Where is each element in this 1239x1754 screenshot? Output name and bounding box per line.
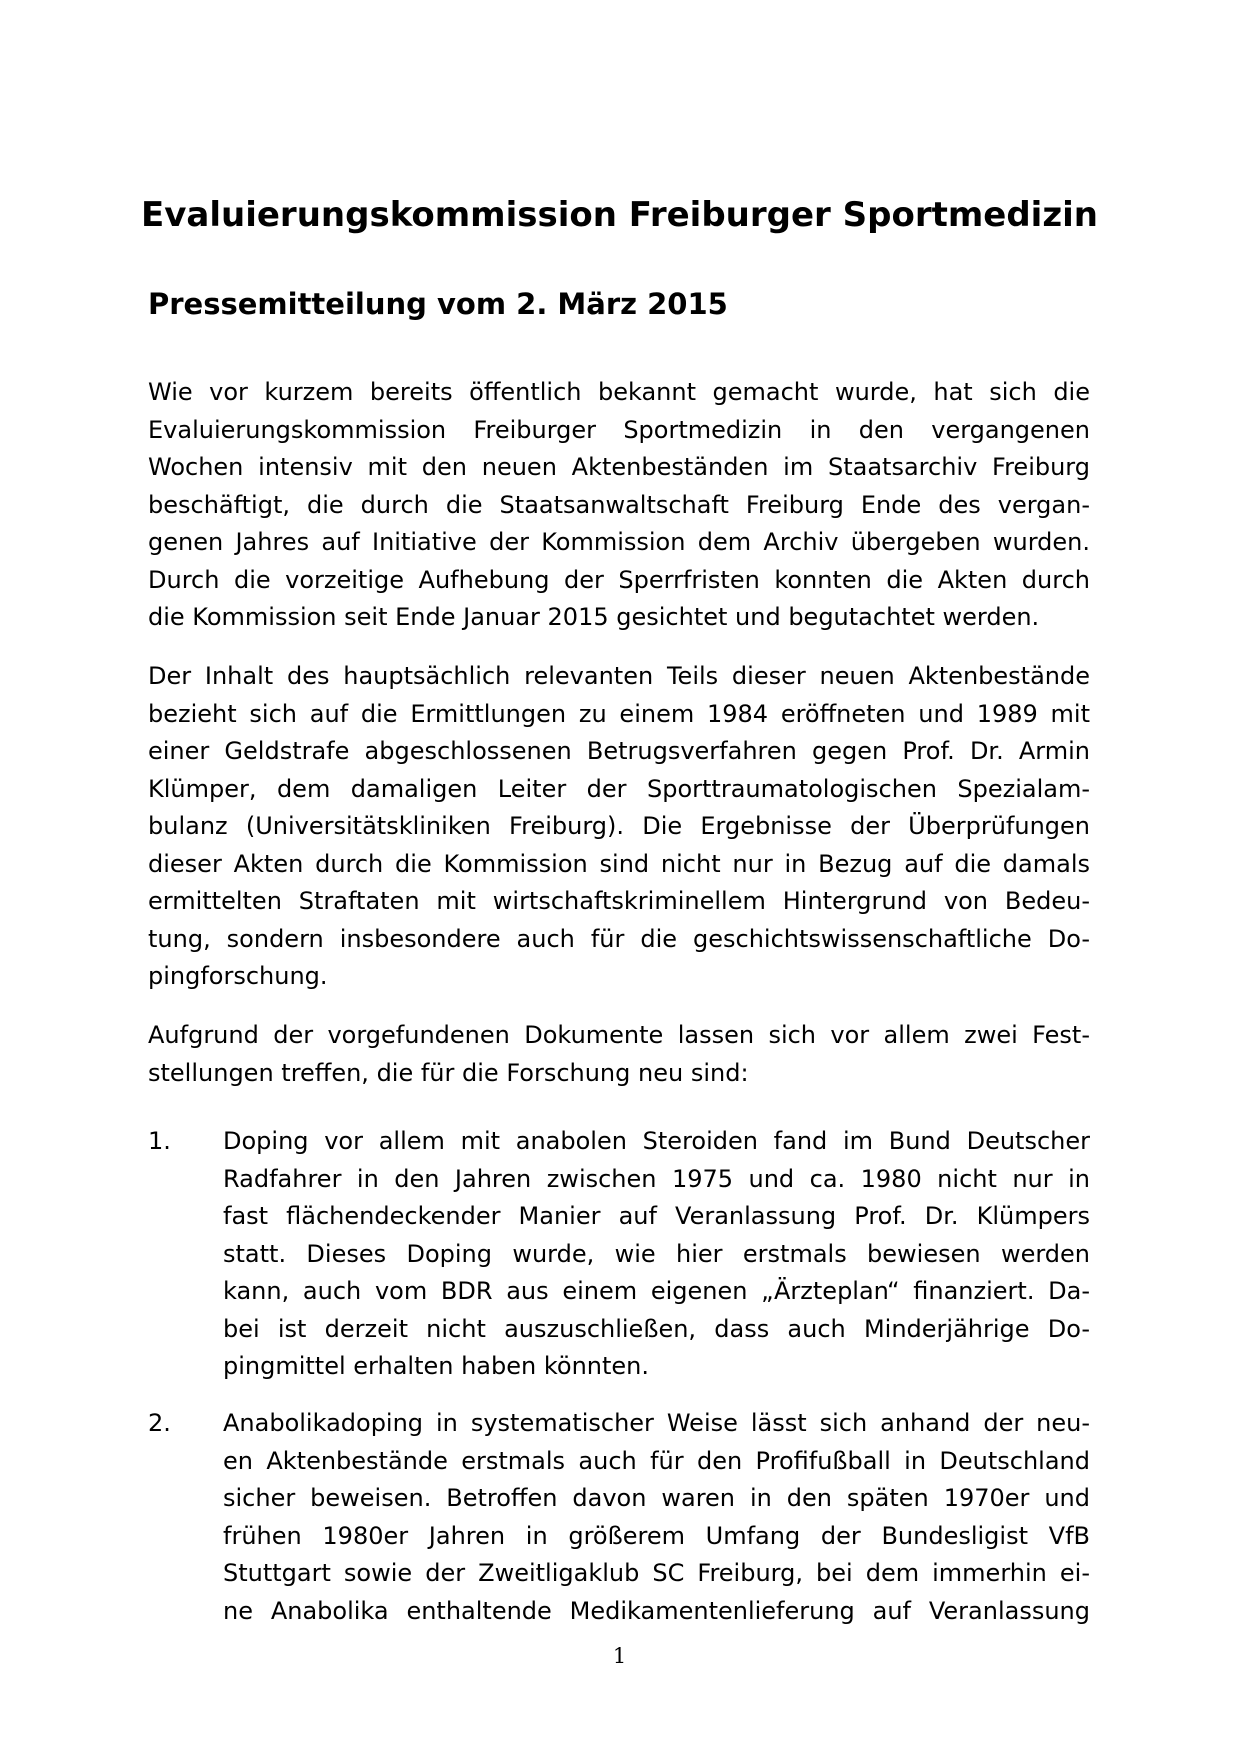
paragraph-line: pingforschung. (148, 962, 328, 990)
press-release-heading: Pressemitteilung vom 2. März 2015 (148, 287, 728, 321)
paragraph-line: stellungen treffen, die für die Forschung neu sind: (148, 1058, 749, 1087)
list-item-line: frühen 1980er Jahren in größerem Umfang der Bundesligist VfB (223, 1521, 1090, 1550)
list-item-line: bei ist derzeit nicht auszuschließen, dass auch Minderjährige Do- (223, 1314, 1090, 1343)
paragraph-1 (148, 374, 1090, 637)
paragraph-line: Klümper, dem damaligen Leiter der Sporttraumatologischen Spezialam- (148, 774, 1090, 803)
list-item-text (223, 1123, 1090, 1386)
list-item-line: sicher beweisen. Betroffen davon waren in den späten 1970er und (223, 1484, 1090, 1512)
paragraph-2 (148, 658, 1090, 996)
paragraph-3 (148, 1017, 1090, 1092)
paragraph-line: dieser Akten durch die Kommission sind nicht nur in Bezug auf die damals (148, 849, 1090, 878)
list-item-line: en Aktenbestände erstmals auch für den Profifußball in Deutschland (223, 1446, 1090, 1475)
paragraph-line: bezieht sich auf die Ermittlungen zu einem 1984 eröffneten und 1989 mit (148, 699, 1090, 728)
list-item-number: 1. (148, 1127, 171, 1155)
paragraph-line: Der Inhalt des hauptsächlich relevanten Teils dieser neuen Aktenbestände (148, 662, 1090, 690)
paragraph-line: Wie vor kurzem bereits öffentlich bekannt gemacht wurde, hat sich die (148, 378, 1090, 406)
list-item-text (223, 1405, 1090, 1630)
paragraph-line: Evaluierungskommission Freiburger Sportmedizin in den vergangenen (148, 415, 1090, 444)
list-item-line: Stuttgart sowie der Zweitligaklub SC Freiburg, bei dem immerhin ei- (223, 1559, 1090, 1587)
list-item-line: Anabolikadoping in systematischer Weise lässt sich anhand der neu- (223, 1409, 1090, 1437)
list-item-line: pingmittel erhalten haben könnten. (223, 1352, 650, 1380)
paragraph-line: genen Jahres auf Initiative der Kommission dem Archiv übergeben wurden. (148, 528, 1090, 556)
list-item-line: Doping vor allem mit anabolen Steroiden fand im Bund Deutscher (223, 1127, 1090, 1155)
list-item-number: 2. (148, 1409, 171, 1437)
paragraph-line: Durch die vorzeitige Aufhebung der Sperrfristen konnten die Akten durch (148, 565, 1090, 594)
paragraph-line: Aufgrund der vorgefundenen Dokumente lassen sich vor allem zwei Fest- (148, 1021, 1090, 1049)
paragraph-line: ermittelten Straftaten mit wirtschaftskriminellem Hintergrund von Bedeu- (148, 887, 1090, 915)
paragraph-line: die Kommission seit Ende Januar 2015 gesichtet und begutachtet werden. (148, 603, 1040, 631)
list-item-line: statt. Dieses Doping wurde, wie hier erstmals bewiesen werden (223, 1239, 1090, 1268)
paragraph-line: tung, sondern insbesondere auch für die geschichtswissenschaftliche Do- (148, 924, 1090, 953)
paragraph-line: einer Geldstrafe abgeschlossenen Betrugsverfahren gegen Prof. Dr. Armin (148, 737, 1090, 765)
document-title: Evaluierungskommission Freiburger Sportmedizin (141, 195, 1098, 235)
list-item-line: Radfahrer in den Jahren zwischen 1975 und ca. 1980 nicht nur in (223, 1164, 1090, 1193)
paragraph-line: bulanz (Universitätskliniken Freiburg). Die Ergebnisse der Überprüfungen (148, 812, 1090, 840)
list-item-line: kann, auch vom BDR aus einem eigenen „Ärzteplan“ finanziert. Da- (223, 1277, 1090, 1305)
page-number: 1 (612, 1644, 627, 1668)
paragraph-line: beschäftigt, die durch die Staatsanwaltschaft Freiburg Ende des vergan- (148, 490, 1090, 519)
list-item-line: fast flächendeckender Manier auf Veranlassung Prof. Dr. Klümpers (223, 1202, 1090, 1230)
list-item-line: ne Anabolika enthaltende Medikamentenlieferung auf Veranlassung (223, 1596, 1090, 1625)
paragraph-line: Wochen intensiv mit den neuen Aktenbeständen im Staatsarchiv Freiburg (148, 453, 1090, 481)
